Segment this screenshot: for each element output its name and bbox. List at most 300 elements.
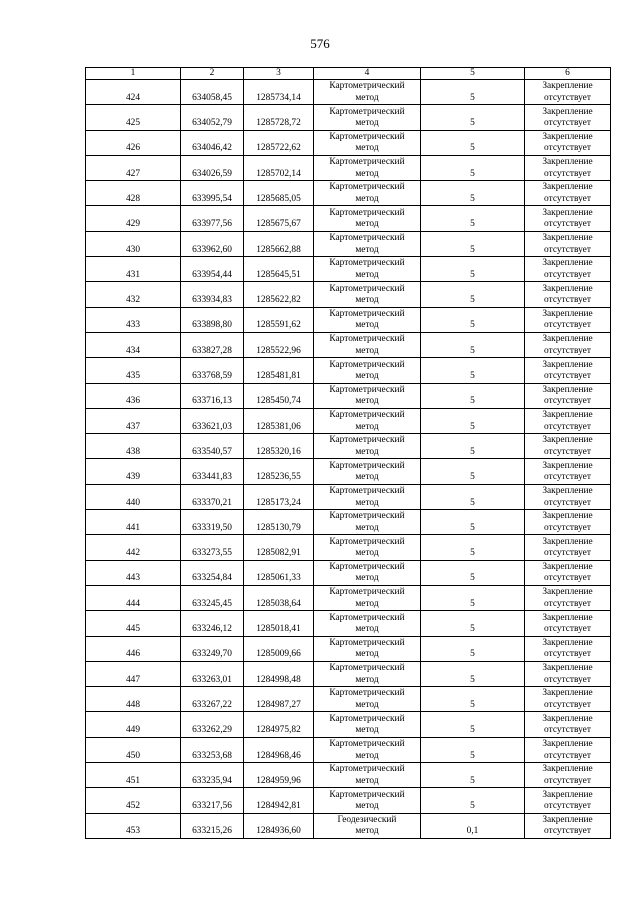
method-line-2: метод (355, 193, 379, 204)
accuracy-cell: 5 (421, 560, 525, 585)
fixing-cell (525, 813, 611, 838)
x-coordinate-cell: 633267,22 (181, 687, 244, 712)
method-line-2: метод (355, 699, 379, 710)
fixing-cell (525, 687, 611, 712)
fixing-line-1: Закрепление (542, 713, 593, 724)
x-coordinate-cell: 633246,12 (181, 611, 244, 636)
method-line-2: метод (355, 92, 379, 103)
point-number-cell: 432 (86, 282, 181, 307)
y-coordinate-cell: 1285662,88 (244, 231, 314, 256)
accuracy-cell: 5 (421, 788, 525, 813)
fixing-cell (525, 535, 611, 560)
column-header: 6 (525, 68, 611, 80)
method-line-1: Картометрический (329, 561, 405, 572)
x-coordinate-cell: 634058,45 (181, 80, 244, 105)
x-coordinate-cell: 633716,13 (181, 383, 244, 408)
fixing-line-2: отсутствует (544, 244, 591, 255)
method-cell (314, 560, 421, 585)
method-line-2: метод (355, 421, 379, 432)
table-row (86, 611, 611, 636)
fixing-cell (525, 408, 611, 433)
table-row (86, 130, 611, 155)
x-coordinate-cell: 633441,83 (181, 459, 244, 484)
accuracy-cell: 5 (421, 510, 525, 535)
x-coordinate-cell: 633898,80 (181, 307, 244, 332)
accuracy-cell: 5 (421, 181, 525, 206)
accuracy-cell: 0,1 (421, 813, 525, 838)
method-line-1: Картометрический (329, 789, 405, 800)
y-coordinate-cell: 1284959,96 (244, 763, 314, 788)
table-row (86, 484, 611, 509)
point-number-cell: 440 (86, 484, 181, 509)
accuracy-cell: 5 (421, 687, 525, 712)
fixing-line-2: отсутствует (544, 371, 591, 382)
method-line-1: Картометрический (329, 359, 405, 370)
y-coordinate-cell: 1285130,79 (244, 510, 314, 535)
fixing-line-2: отсутствует (544, 826, 591, 837)
fixing-line-1: Закрепление (542, 207, 593, 218)
table-row (86, 383, 611, 408)
y-coordinate-cell: 1285645,51 (244, 257, 314, 282)
fixing-cell (525, 130, 611, 155)
point-number-cell: 442 (86, 535, 181, 560)
method-line-2: метод (355, 219, 379, 230)
y-coordinate-cell: 1284998,48 (244, 661, 314, 686)
y-coordinate-cell: 1285722,62 (244, 130, 314, 155)
x-coordinate-cell: 633621,03 (181, 408, 244, 433)
method-line-1: Картометрический (329, 536, 405, 547)
point-number-cell: 443 (86, 560, 181, 585)
method-line-2: метод (355, 320, 379, 331)
method-line-1: Картометрический (329, 612, 405, 623)
method-line-2: метод (355, 750, 379, 761)
method-line-2: метод (355, 244, 379, 255)
accuracy-cell: 5 (421, 712, 525, 737)
accuracy-cell: 5 (421, 282, 525, 307)
method-line-1: Картометрический (329, 663, 405, 674)
fixing-line-1: Закрепление (542, 258, 593, 269)
point-number-cell: 431 (86, 257, 181, 282)
fixing-line-1: Закрепление (542, 157, 593, 168)
fixing-line-2: отсутствует (544, 446, 591, 457)
fixing-line-1: Закрепление (542, 587, 593, 598)
fixing-line-2: отсутствует (544, 649, 591, 660)
table-row (86, 231, 611, 256)
method-cell (314, 206, 421, 231)
accuracy-cell: 5 (421, 307, 525, 332)
fixing-line-2: отсутствует (544, 674, 591, 685)
method-line-2: метод (355, 472, 379, 483)
fixing-cell (525, 155, 611, 180)
point-number-cell: 435 (86, 358, 181, 383)
y-coordinate-cell: 1285082,91 (244, 535, 314, 560)
method-cell (314, 332, 421, 357)
method-line-2: метод (355, 624, 379, 635)
method-cell (314, 105, 421, 130)
method-cell (314, 181, 421, 206)
x-coordinate-cell: 633319,50 (181, 510, 244, 535)
fixing-line-2: отсутствует (544, 548, 591, 559)
fixing-cell (525, 560, 611, 585)
x-coordinate-cell: 633235,94 (181, 763, 244, 788)
accuracy-cell: 5 (421, 535, 525, 560)
table-row (86, 105, 611, 130)
method-line-1: Картометрический (329, 486, 405, 497)
point-number-cell: 447 (86, 661, 181, 686)
point-number-cell: 424 (86, 80, 181, 105)
fixing-line-1: Закрепление (542, 663, 593, 674)
fixing-line-1: Закрепление (542, 460, 593, 471)
point-number-cell: 445 (86, 611, 181, 636)
point-number-cell: 434 (86, 332, 181, 357)
point-number-cell: 429 (86, 206, 181, 231)
fixing-line-1: Закрепление (542, 334, 593, 345)
method-line-2: метод (355, 573, 379, 584)
x-coordinate-cell: 633215,26 (181, 813, 244, 838)
fixing-line-1: Закрепление (542, 486, 593, 497)
method-cell (314, 434, 421, 459)
fixing-line-2: отсутствует (544, 193, 591, 204)
method-cell (314, 687, 421, 712)
table-row (86, 661, 611, 686)
fixing-line-2: отсутствует (544, 725, 591, 736)
fixing-cell (525, 484, 611, 509)
accuracy-cell: 5 (421, 611, 525, 636)
fixing-line-2: отсутствует (544, 118, 591, 129)
method-cell (314, 510, 421, 535)
method-line-2: метод (355, 497, 379, 508)
accuracy-cell: 5 (421, 257, 525, 282)
point-number-cell: 438 (86, 434, 181, 459)
fixing-line-1: Закрепление (542, 435, 593, 446)
fixing-line-1: Закрепление (542, 536, 593, 547)
y-coordinate-cell: 1285522,96 (244, 332, 314, 357)
method-line-2: метод (355, 775, 379, 786)
method-cell (314, 484, 421, 509)
point-number-cell: 451 (86, 763, 181, 788)
fixing-cell (525, 510, 611, 535)
method-line-2: метод (355, 649, 379, 660)
fixing-line-2: отсутствует (544, 396, 591, 407)
method-line-1: Картометрический (329, 764, 405, 775)
point-number-cell: 437 (86, 408, 181, 433)
point-number-cell: 427 (86, 155, 181, 180)
method-line-1: Картометрический (329, 182, 405, 193)
method-line-1: Картометрический (329, 81, 405, 92)
accuracy-cell: 5 (421, 636, 525, 661)
column-header: 1 (86, 68, 181, 80)
point-number-cell: 446 (86, 636, 181, 661)
fixing-line-2: отсутствует (544, 269, 591, 280)
fixing-cell (525, 459, 611, 484)
method-line-2: метод (355, 269, 379, 280)
fixing-line-1: Закрепление (542, 283, 593, 294)
method-cell (314, 408, 421, 433)
table-row (86, 206, 611, 231)
method-line-1: Геодезический (337, 814, 397, 825)
fixing-cell (525, 434, 611, 459)
method-line-1: Картометрический (329, 384, 405, 395)
x-coordinate-cell: 633245,45 (181, 585, 244, 610)
x-coordinate-cell: 633954,44 (181, 257, 244, 282)
fixing-line-1: Закрепление (542, 410, 593, 421)
table-row (86, 813, 611, 838)
accuracy-cell: 5 (421, 358, 525, 383)
x-coordinate-cell: 633540,57 (181, 434, 244, 459)
method-cell (314, 636, 421, 661)
method-line-1: Картометрический (329, 131, 405, 142)
fixing-cell (525, 763, 611, 788)
fixing-cell (525, 257, 611, 282)
table-row (86, 737, 611, 762)
method-line-2: метод (355, 168, 379, 179)
method-line-1: Картометрический (329, 283, 405, 294)
method-line-2: метод (355, 826, 379, 837)
method-line-2: метод (355, 143, 379, 154)
x-coordinate-cell: 633934,83 (181, 282, 244, 307)
fixing-cell (525, 105, 611, 130)
y-coordinate-cell: 1285622,82 (244, 282, 314, 307)
fixing-cell (525, 332, 611, 357)
table-row (86, 712, 611, 737)
x-coordinate-cell: 633249,70 (181, 636, 244, 661)
accuracy-cell: 5 (421, 383, 525, 408)
fixing-line-1: Закрепление (542, 511, 593, 522)
method-line-2: метод (355, 801, 379, 812)
table-row (86, 307, 611, 332)
y-coordinate-cell: 1285591,62 (244, 307, 314, 332)
fixing-line-1: Закрепление (542, 739, 593, 750)
fixing-line-1: Закрепление (542, 233, 593, 244)
point-number-cell: 425 (86, 105, 181, 130)
method-cell (314, 459, 421, 484)
table-body (86, 80, 611, 839)
method-cell (314, 788, 421, 813)
accuracy-cell: 5 (421, 484, 525, 509)
y-coordinate-cell: 1284936,60 (244, 813, 314, 838)
fixing-line-2: отсутствует (544, 168, 591, 179)
x-coordinate-cell: 633962,60 (181, 231, 244, 256)
fixing-cell (525, 661, 611, 686)
fixing-cell (525, 611, 611, 636)
x-coordinate-cell: 634046,42 (181, 130, 244, 155)
fixing-line-2: отсутствует (544, 92, 591, 103)
fixing-line-2: отсутствует (544, 143, 591, 154)
coordinates-table (85, 67, 611, 839)
method-cell (314, 383, 421, 408)
y-coordinate-cell: 1284975,82 (244, 712, 314, 737)
fixing-line-2: отсутствует (544, 775, 591, 786)
accuracy-cell: 5 (421, 105, 525, 130)
x-coordinate-cell: 633253,68 (181, 737, 244, 762)
table-row (86, 181, 611, 206)
fixing-cell (525, 181, 611, 206)
method-line-2: метод (355, 548, 379, 559)
fixing-cell (525, 307, 611, 332)
method-cell (314, 737, 421, 762)
fixing-line-1: Закрепление (542, 384, 593, 395)
accuracy-cell: 5 (421, 155, 525, 180)
method-cell (314, 535, 421, 560)
y-coordinate-cell: 1285381,06 (244, 408, 314, 433)
fixing-cell (525, 585, 611, 610)
fixing-cell (525, 712, 611, 737)
y-coordinate-cell: 1285450,74 (244, 383, 314, 408)
page-number: 576 (310, 36, 330, 51)
accuracy-cell: 5 (421, 763, 525, 788)
table-row (86, 636, 611, 661)
accuracy-cell: 5 (421, 585, 525, 610)
fixing-line-2: отсутствует (544, 219, 591, 230)
column-header: 5 (421, 68, 525, 80)
method-cell (314, 257, 421, 282)
table-row (86, 535, 611, 560)
method-cell (314, 712, 421, 737)
y-coordinate-cell: 1285675,67 (244, 206, 314, 231)
table-row (86, 282, 611, 307)
x-coordinate-cell: 634026,59 (181, 155, 244, 180)
fixing-line-2: отсутствует (544, 624, 591, 635)
fixing-line-1: Закрепление (542, 612, 593, 623)
y-coordinate-cell: 1284968,46 (244, 737, 314, 762)
method-cell (314, 813, 421, 838)
x-coordinate-cell: 633370,21 (181, 484, 244, 509)
point-number-cell: 428 (86, 181, 181, 206)
x-coordinate-cell: 634052,79 (181, 105, 244, 130)
point-number-cell: 441 (86, 510, 181, 535)
method-cell (314, 155, 421, 180)
y-coordinate-cell: 1285702,14 (244, 155, 314, 180)
fixing-line-1: Закрепление (542, 764, 593, 775)
method-line-1: Картометрический (329, 334, 405, 345)
method-cell (314, 282, 421, 307)
x-coordinate-cell: 633273,55 (181, 535, 244, 560)
x-coordinate-cell: 633217,56 (181, 788, 244, 813)
fixing-line-2: отсутствует (544, 345, 591, 356)
point-number-cell: 452 (86, 788, 181, 813)
y-coordinate-cell: 1285061,33 (244, 560, 314, 585)
table-row (86, 788, 611, 813)
fixing-line-1: Закрепление (542, 814, 593, 825)
fixing-cell (525, 231, 611, 256)
x-coordinate-cell: 633977,56 (181, 206, 244, 231)
fixing-line-2: отсутствует (544, 750, 591, 761)
y-coordinate-cell: 1285236,55 (244, 459, 314, 484)
method-line-2: метод (355, 371, 379, 382)
accuracy-cell: 5 (421, 231, 525, 256)
accuracy-cell: 5 (421, 206, 525, 231)
point-number-cell: 449 (86, 712, 181, 737)
fixing-cell (525, 282, 611, 307)
fixing-cell (525, 737, 611, 762)
column-header: 3 (244, 68, 314, 80)
fixing-line-2: отсутствует (544, 573, 591, 584)
point-number-cell: 439 (86, 459, 181, 484)
column-header: 4 (314, 68, 421, 80)
method-cell (314, 358, 421, 383)
fixing-line-2: отсутствует (544, 472, 591, 483)
x-coordinate-cell: 633254,84 (181, 560, 244, 585)
y-coordinate-cell: 1285481,81 (244, 358, 314, 383)
y-coordinate-cell: 1285728,72 (244, 105, 314, 130)
method-line-1: Картометрический (329, 637, 405, 648)
y-coordinate-cell: 1285685,05 (244, 181, 314, 206)
table-row (86, 687, 611, 712)
method-line-2: метод (355, 396, 379, 407)
x-coordinate-cell: 633263,01 (181, 661, 244, 686)
method-line-1: Картометрический (329, 739, 405, 750)
accuracy-cell: 5 (421, 737, 525, 762)
x-coordinate-cell: 633262,29 (181, 712, 244, 737)
method-line-2: метод (355, 725, 379, 736)
fixing-line-2: отсутствует (544, 598, 591, 609)
point-number-cell: 448 (86, 687, 181, 712)
method-cell (314, 661, 421, 686)
fixing-line-2: отсутствует (544, 699, 591, 710)
x-coordinate-cell: 633768,59 (181, 358, 244, 383)
table-row (86, 560, 611, 585)
fixing-line-1: Закрепление (542, 182, 593, 193)
fixing-line-2: отсутствует (544, 497, 591, 508)
method-line-1: Картометрический (329, 435, 405, 446)
table-row (86, 155, 611, 180)
table-row (86, 510, 611, 535)
y-coordinate-cell: 1285173,24 (244, 484, 314, 509)
method-line-2: метод (355, 446, 379, 457)
point-number-cell: 436 (86, 383, 181, 408)
method-line-1: Картометрический (329, 106, 405, 117)
method-cell (314, 585, 421, 610)
table-row (86, 257, 611, 282)
accuracy-cell: 5 (421, 661, 525, 686)
method-line-2: метод (355, 118, 379, 129)
y-coordinate-cell: 1285734,14 (244, 80, 314, 105)
x-coordinate-cell: 633995,54 (181, 181, 244, 206)
fixing-line-1: Закрепление (542, 561, 593, 572)
accuracy-cell: 5 (421, 332, 525, 357)
method-line-2: метод (355, 522, 379, 533)
method-line-1: Картометрический (329, 688, 405, 699)
fixing-cell (525, 206, 611, 231)
point-number-cell: 444 (86, 585, 181, 610)
method-line-1: Картометрический (329, 233, 405, 244)
method-line-1: Картометрический (329, 207, 405, 218)
fixing-line-1: Закрепление (542, 637, 593, 648)
method-line-2: метод (355, 674, 379, 685)
point-number-cell: 433 (86, 307, 181, 332)
table-row (86, 585, 611, 610)
method-line-1: Картометрический (329, 511, 405, 522)
fixing-line-2: отсутствует (544, 295, 591, 306)
method-cell (314, 130, 421, 155)
method-cell (314, 231, 421, 256)
y-coordinate-cell: 1284987,27 (244, 687, 314, 712)
point-number-cell: 450 (86, 737, 181, 762)
y-coordinate-cell: 1285038,64 (244, 585, 314, 610)
method-line-1: Картометрический (329, 410, 405, 421)
fixing-line-1: Закрепление (542, 81, 593, 92)
y-coordinate-cell: 1285320,16 (244, 434, 314, 459)
fixing-line-2: отсутствует (544, 801, 591, 812)
point-number-cell: 426 (86, 130, 181, 155)
y-coordinate-cell: 1285009,66 (244, 636, 314, 661)
y-coordinate-cell: 1284942,81 (244, 788, 314, 813)
point-number-cell: 430 (86, 231, 181, 256)
method-cell (314, 80, 421, 105)
table-row (86, 459, 611, 484)
fixing-line-1: Закрепление (542, 688, 593, 699)
method-line-2: метод (355, 598, 379, 609)
